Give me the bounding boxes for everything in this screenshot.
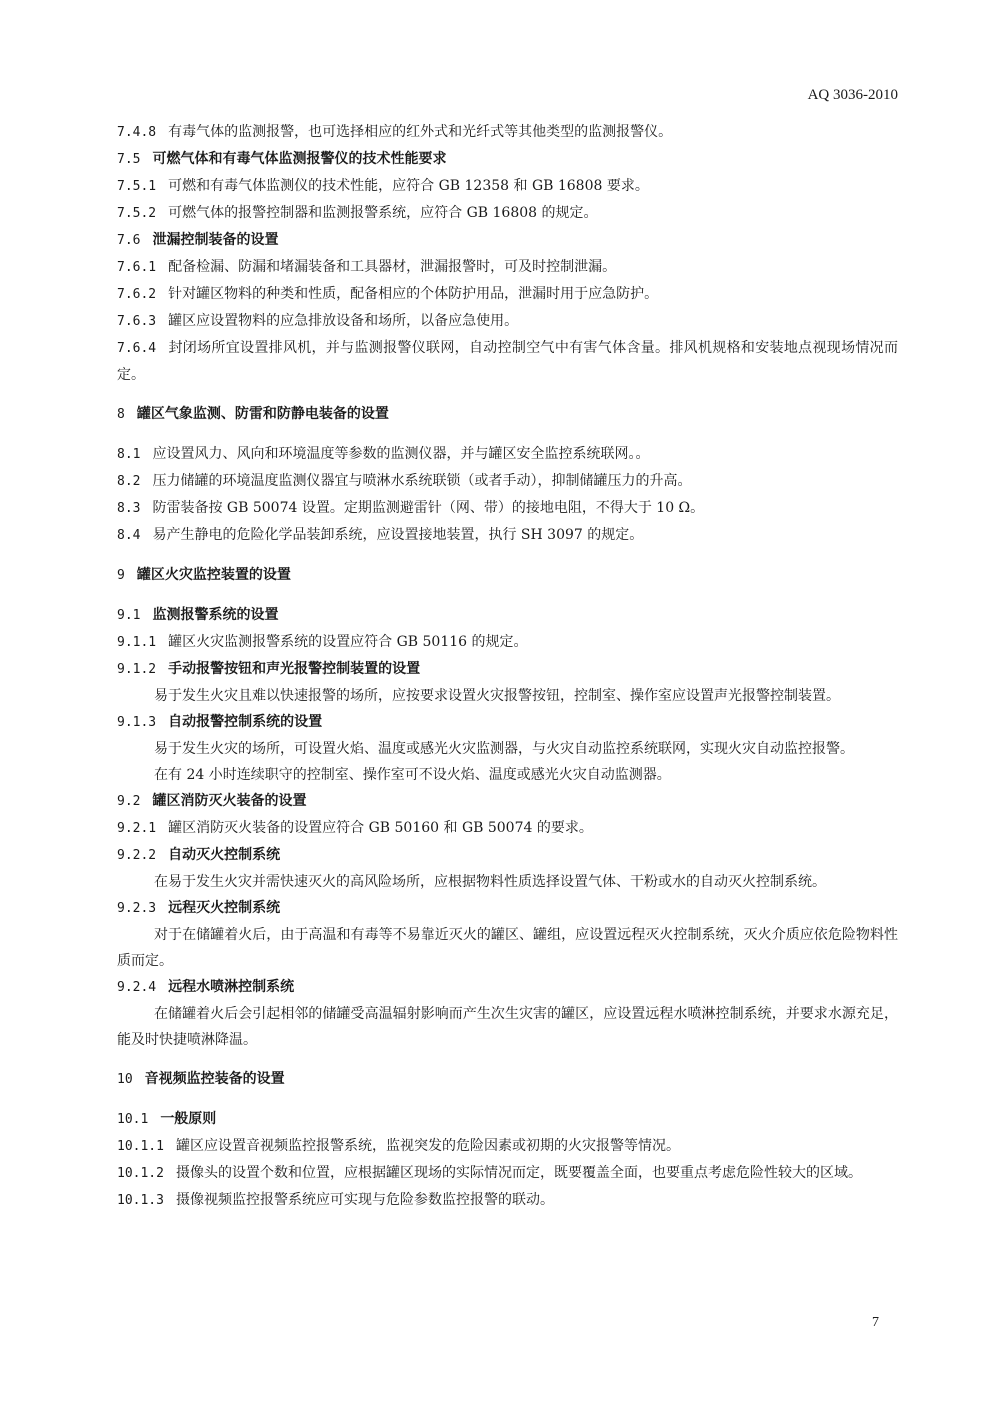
clause-10-1-1 [117,1133,898,1160]
clause-9-1-1 [117,629,898,656]
paragraph: 在储罐着火后会引起相邻的储罐受高温辐射影响而产生次生灾害的罐区，应设置远程水喷淋控制系统，并要求水源充足，能及时快捷喷淋降温。 [117,1006,898,1048]
clause-number: 8.3 [117,501,141,516]
clause-text: 易产生静电的危险化学品装卸系统，应设置接地装置，执行 SH 3097 的规定。 [152,527,644,543]
clause-text: 针对罐区物料的种类和性质，配备相应的个体防护用品，泄漏时用于应急防护。 [168,286,659,302]
paragraph: 对于在储罐着火后，由于高温和有毒等不易靠近灭火的罐区、罐组，应设置远程灭火控制系统，灭火介质应依危险物料性质而定。 [117,927,898,969]
clause-text: 远程灭火控制系统 [168,900,281,916]
heading-10 [117,1066,898,1093]
clause-7-5-2 [117,200,898,227]
heading-9-2-3 [117,895,898,922]
clause-number: 7.6.1 [117,260,157,275]
clause-text: 可燃气体的报警控制器和监测报警系统，应符合 GB 16808 的规定。 [168,205,598,221]
clause-8-2 [117,468,898,495]
clause-number: 10.1.3 [117,1193,164,1208]
heading-8 [117,401,898,428]
clause-text: 一般原则 [160,1111,217,1127]
clause-text: 罐区应设置物料的应急排放设备和场所，以备应急使用。 [168,313,519,329]
clause-number: 9.2.2 [117,848,157,863]
clause-7-6-1 [117,254,898,281]
clause-text: 封闭场所宜设置排风机，并与监测报警仪联网，自动控制空气中有害气体含量。排风机规格和安装地点视现场情况而定。 [117,340,898,383]
heading-9 [117,562,898,589]
clause-text: 音视频监控装备的设置 [144,1071,285,1087]
clause-number: 7.6.2 [117,287,157,302]
clause-number: 9.2.3 [117,901,157,916]
clause-number: 9.1 [117,608,141,623]
standard-code: AQ 3036-2010 [807,87,898,103]
clause-text: 摄像视频监控报警系统应可实现与危险参数监控报警的联动。 [175,1192,554,1208]
clause-text: 罐区气象监测、防雷和防静电装备的设置 [136,406,389,422]
clause-text: 罐区应设置音视频监控报警系统，监视突发的危险因素或初期的火灾报警等情况。 [175,1138,680,1154]
clause-text: 可燃和有毒气体监测仪的技术性能，应符合 GB 12358 和 GB 16808 要求。 [168,178,649,194]
clause-text: 应设置风力、风向和环境温度等参数的监测仪器，并与罐区安全监控系统联网。。 [152,446,650,462]
clause-number: 9.1.3 [117,715,157,730]
clause-7-6-4 [117,335,898,388]
clause-text: 手动报警按钮和声光报警控制装置的设置 [168,661,421,677]
clause-7-6-3 [117,308,898,335]
paragraph: 在易于发生火灾并需快速灭火的高风险场所，应根据物料性质选择设置气体、干粉或水的自动灭火控制系统。 [154,874,826,890]
clause-text: 摄像头的设置个数和位置，应根据罐区现场的实际情况而定，既要覆盖全面，也要重点考虑危险性较大的区域。 [175,1165,862,1181]
clause-text: 罐区火灾监控装置的设置 [136,567,291,583]
clause-text: 罐区火灾监测报警系统的设置应符合 GB 50116 的规定。 [168,634,528,650]
clause-number: 8.1 [117,447,141,462]
clause-number: 10.1.1 [117,1139,164,1154]
clause-8-3 [117,495,898,522]
clause-text: 罐区消防灭火装备的设置 [152,793,307,809]
document-body [117,119,898,1214]
clause-text: 罐区消防灭火装备的设置应符合 GB 50160 和 GB 50074 的要求。 [168,820,593,836]
clause-number: 9.2.1 [117,821,157,836]
clause-10-1-3 [117,1187,898,1214]
clause-text: 泄漏控制装备的设置 [152,232,279,248]
clause-text: 配备检漏、防漏和堵漏装备和工具器材，泄漏报警时，可及时控制泄漏。 [168,259,617,275]
clause-7-4-8 [117,119,898,146]
clause-text: 自动灭火控制系统 [168,847,281,863]
clause-text: 远程水喷淋控制系统 [168,979,295,995]
heading-9-2 [117,788,898,815]
clause-number: 7.6.4 [117,341,157,356]
clause-number: 8 [117,407,125,422]
heading-9-1-2 [117,656,898,683]
heading-9-2-2 [117,842,898,869]
clause-7-5-1 [117,173,898,200]
page-number: 7 [872,1315,879,1330]
clause-8-1 [117,441,898,468]
heading-9-1 [117,602,898,629]
clause-text: 防雷装备按 GB 50074 设置。定期监测避雷针（网、带）的接地电阻，不得大于 10 Ω。 [152,500,705,516]
clause-7-6-2 [117,281,898,308]
heading-9-1-3 [117,709,898,736]
heading-9-2-4 [117,974,898,1001]
clause-number: 8.2 [117,474,141,489]
clause-number: 10.1.2 [117,1166,164,1181]
clause-number: 10.1 [117,1112,149,1127]
clause-number: 7.5.2 [117,206,157,221]
clause-number: 7.5 [117,152,141,167]
clause-number: 7.4.8 [117,125,157,140]
clause-number: 10 [117,1072,133,1087]
clause-10-1-2 [117,1160,898,1187]
clause-text: 可燃气体和有毒气体监测报警仪的技术性能要求 [152,151,447,167]
clause-number: 9 [117,568,125,583]
clause-number: 8.4 [117,528,141,543]
heading-7-6 [117,227,898,254]
heading-10-1 [117,1106,898,1133]
paragraph: 在有 24 小时连续职守的控制室、操作室可不设火焰、温度或感光火灾自动监测器。 [154,767,671,783]
clause-text: 有毒气体的监测报警，也可选择相应的红外式和光纤式等其他类型的监测报警仪。 [168,124,673,140]
clause-number: 9.2.4 [117,980,157,995]
paragraph: 易于发生火灾且难以快速报警的场所，应按要求设置火灾报警按钮，控制室、操作室应设置声光报警控制装置。 [154,688,840,704]
clause-number: 7.6.3 [117,314,157,329]
clause-number: 7.6 [117,233,141,248]
heading-7-5 [117,146,898,173]
clause-text: 监测报警系统的设置 [152,607,279,623]
clause-number: 9.1.2 [117,662,157,677]
clause-text: 自动报警控制系统的设置 [168,714,323,730]
clause-number: 7.5.1 [117,179,157,194]
clause-number: 9.2 [117,794,141,809]
clause-text: 压力储罐的环境温度监测仪器宜与喷淋水系统联锁（或者手动），抑制储罐压力的升高。 [152,473,692,489]
clause-9-2-1 [117,815,898,842]
clause-number: 9.1.1 [117,635,157,650]
paragraph: 易于发生火灾的场所，可设置火焰、温度或感光火灾监测器，与火灾自动监控系统联网，实现火灾自动监控报警。 [154,741,854,757]
clause-8-4 [117,522,898,549]
